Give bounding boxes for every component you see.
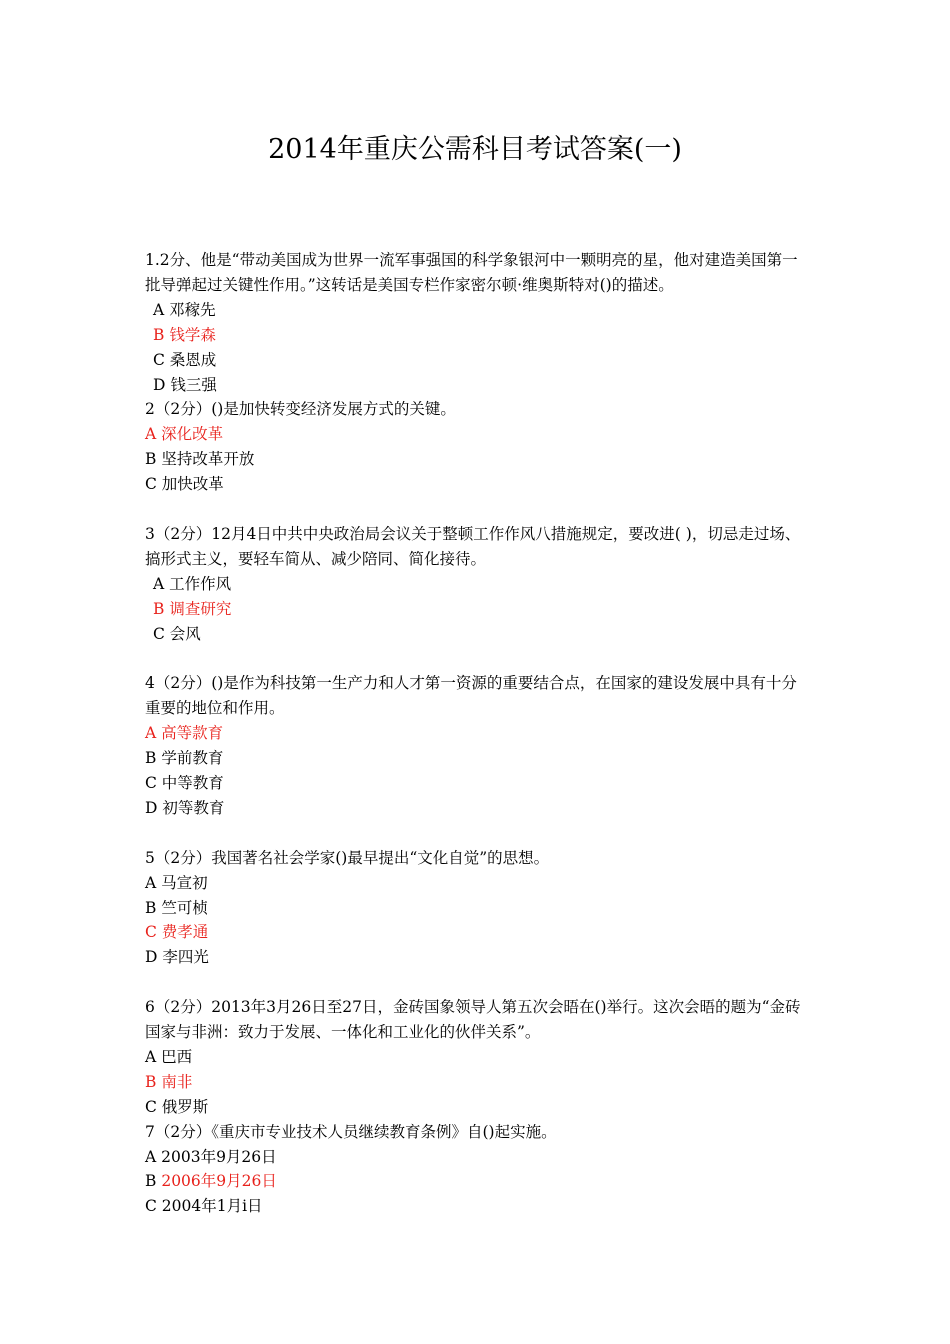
option-c: C 加快改革	[145, 475, 224, 494]
question-stem: 5（2分）我国著名社会学家()最早提出“文化自觉”的思想。	[145, 848, 550, 867]
option-answer-text: 2006年9月26日	[161, 1172, 277, 1191]
option-b: B 学前教育	[145, 749, 224, 768]
question-stem: 6（2分）2013年3月26日至27日，金砖国象领导人第五次会晤在()举行。这次会晤的题为“金砖国家与非洲：致力于发展、一体化和工业化的伙伴关系”。	[145, 998, 801, 1042]
option-b: B 坚持改革开放	[145, 450, 255, 469]
option-a: A 邓稼先	[153, 300, 216, 319]
option-a: A 马宣初	[145, 873, 208, 892]
question-stem: 3（2分）12月4日中共中央政治局会议关于整顿工作作风八措施规定，要改进( )，切忌走过场、搞形式主义，要轻车简从、减少陪同、简化接待。	[145, 524, 801, 568]
question-1	[145, 248, 810, 397]
question-list	[145, 248, 810, 1219]
option-a: A 巴西	[145, 1047, 193, 1066]
option-c: C 俄罗斯	[145, 1097, 209, 1116]
blank-line	[145, 821, 810, 846]
blank-line	[145, 497, 810, 522]
option-c: C 中等教育	[145, 774, 224, 792]
question-stem: 2（2分）()是加快转变经济发展方式的关键。	[145, 400, 456, 419]
option-c: C 2004年1月i日	[145, 1197, 263, 1216]
question-stem: 4（2分）()是作为科技第一生产力和人才第一资源的重要结合点，在国家的建设发展中具有十分重要的地位和作用。	[145, 674, 797, 718]
option-d: D 初等教育	[145, 798, 225, 817]
option-b-correct	[145, 1169, 810, 1194]
blank-line	[145, 970, 810, 995]
option-b-correct: B 南非	[145, 1072, 193, 1091]
question-6	[145, 995, 810, 1120]
question-4	[145, 671, 810, 820]
option-letter: B	[145, 1172, 162, 1191]
option-c-correct: C 费孝通	[145, 923, 209, 942]
option-c: C 会风	[153, 624, 201, 643]
question-3	[145, 522, 810, 647]
blank-line	[145, 646, 810, 671]
option-d: D 李四光	[145, 948, 209, 967]
option-a-correct: A 高等款育	[145, 724, 224, 743]
page-title: 2014年重庆公需科目考试答案(一)	[268, 134, 682, 165]
question-2	[145, 397, 810, 497]
option-a: A 2003年9月26日	[145, 1147, 277, 1166]
question-7	[145, 1120, 810, 1220]
question-stem: 7（2分）《重庆市专业技术人员继续教育条例》自()起实施。	[145, 1122, 557, 1141]
option-b-correct: B 调查研究	[153, 599, 232, 618]
option-b: B 竺可桢	[145, 898, 208, 917]
option-c: C 桑恩成	[153, 350, 217, 369]
option-a-correct: A 深化改革	[145, 425, 224, 444]
option-d: D 钱三强	[153, 375, 217, 394]
question-stem: 1.2分、他是“带动美国成为世界一流军事强国的科学象银河中一颗明亮的星，他对建造美国第一批导弹起过关键性作用。”这转话是美国专栏作家密尔顿·维奥斯特对()的描述。	[145, 251, 798, 294]
question-5	[145, 846, 810, 971]
option-a: A 工作作风	[153, 574, 232, 593]
option-b-correct: B 钱学森	[153, 325, 216, 344]
